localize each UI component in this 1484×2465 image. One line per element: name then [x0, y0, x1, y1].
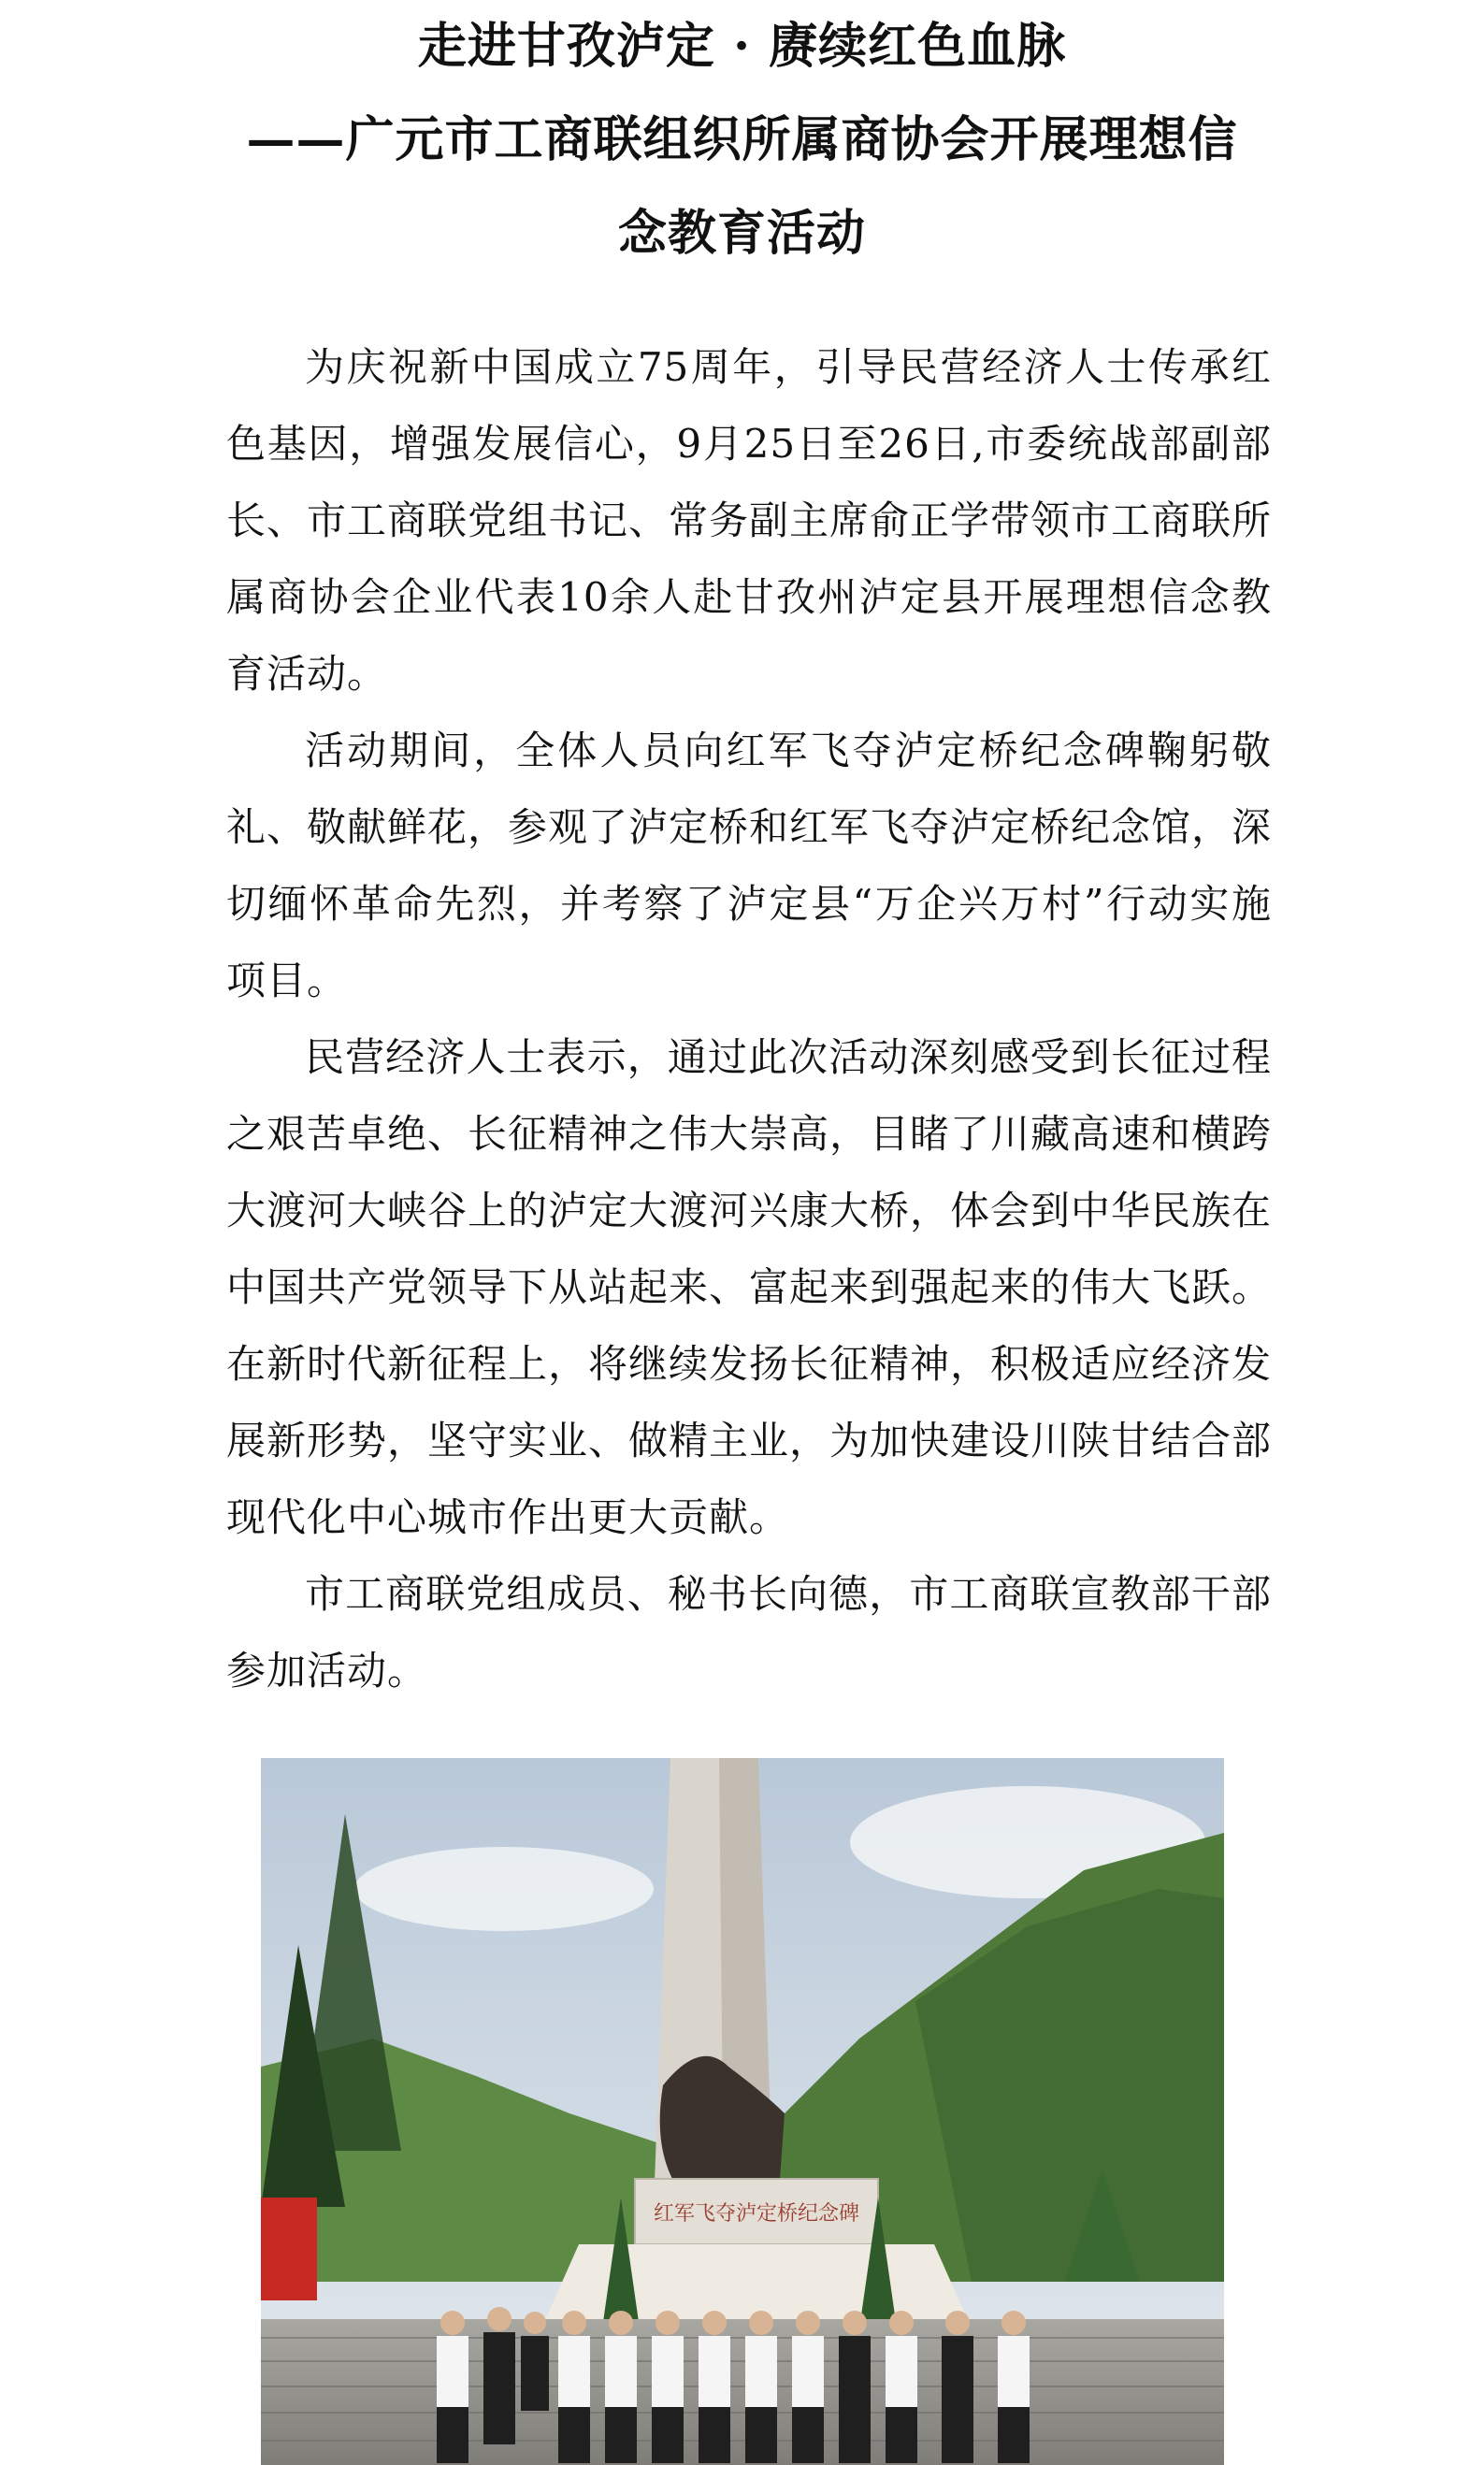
paragraph-1: 为庆祝新中国成立75周年，引导民营经济人士传承红色基因，增强发展信心，9月25日至26日,市委统战部副部长、市工商联党组书记、常务副主席俞正学带领市工商联所属商协会企业代表10余人赴甘孜州泸定县开展理想信念教育活动。	[226, 344, 1273, 697]
title-line-3: 念教育活动	[617, 205, 866, 262]
article-body	[226, 329, 1272, 1709]
article-title	[0, 0, 1484, 281]
cloud	[354, 1847, 654, 1931]
paragraph-2: 活动期间，全体人员向红军飞夺泸定桥纪念碑鞠躬敬礼、敬献鲜花，参观了泸定桥和红军飞夺泸定桥纪念馆，深切缅怀革命先烈，并考察了泸定县“万企兴万村”行动实施项目。	[226, 728, 1273, 1003]
monument-inscription: 红军飞夺泸定桥纪念碑	[653, 2202, 860, 2226]
stone-steps	[261, 2319, 1224, 2465]
paragraph-4: 市工商联党组成员、秘书长向德，市工商联宣教部干部参加活动。	[226, 1571, 1272, 1694]
red-banner	[261, 2198, 317, 2300]
title-line-2: ——广元市工商联组织所属商协会开展理想信	[246, 111, 1238, 168]
title-line-1: 走进甘孜泸定 · 赓续红色血脉	[417, 18, 1067, 75]
group-photo	[261, 1758, 1224, 2465]
monument-photo-illustration	[261, 1758, 1224, 2465]
paragraph-3: 民营经济人士表示，通过此次活动深刻感受到长征过程之艰苦卓绝、长征精神之伟大崇高，目睹了川藏高速和横跨大渡河大峡谷上的泸定大渡河兴康大桥，体会到中华民族在中国共产党领导下从站起来、富起来到强起来的伟大飞跃。在新时代新征程上，将继续发扬长征精神，积极适应经济发展新形势，坚守实业、做精主业，为加快建设川陕甘结合部现代化中心城市作出更大贡献。	[226, 1034, 1273, 1540]
